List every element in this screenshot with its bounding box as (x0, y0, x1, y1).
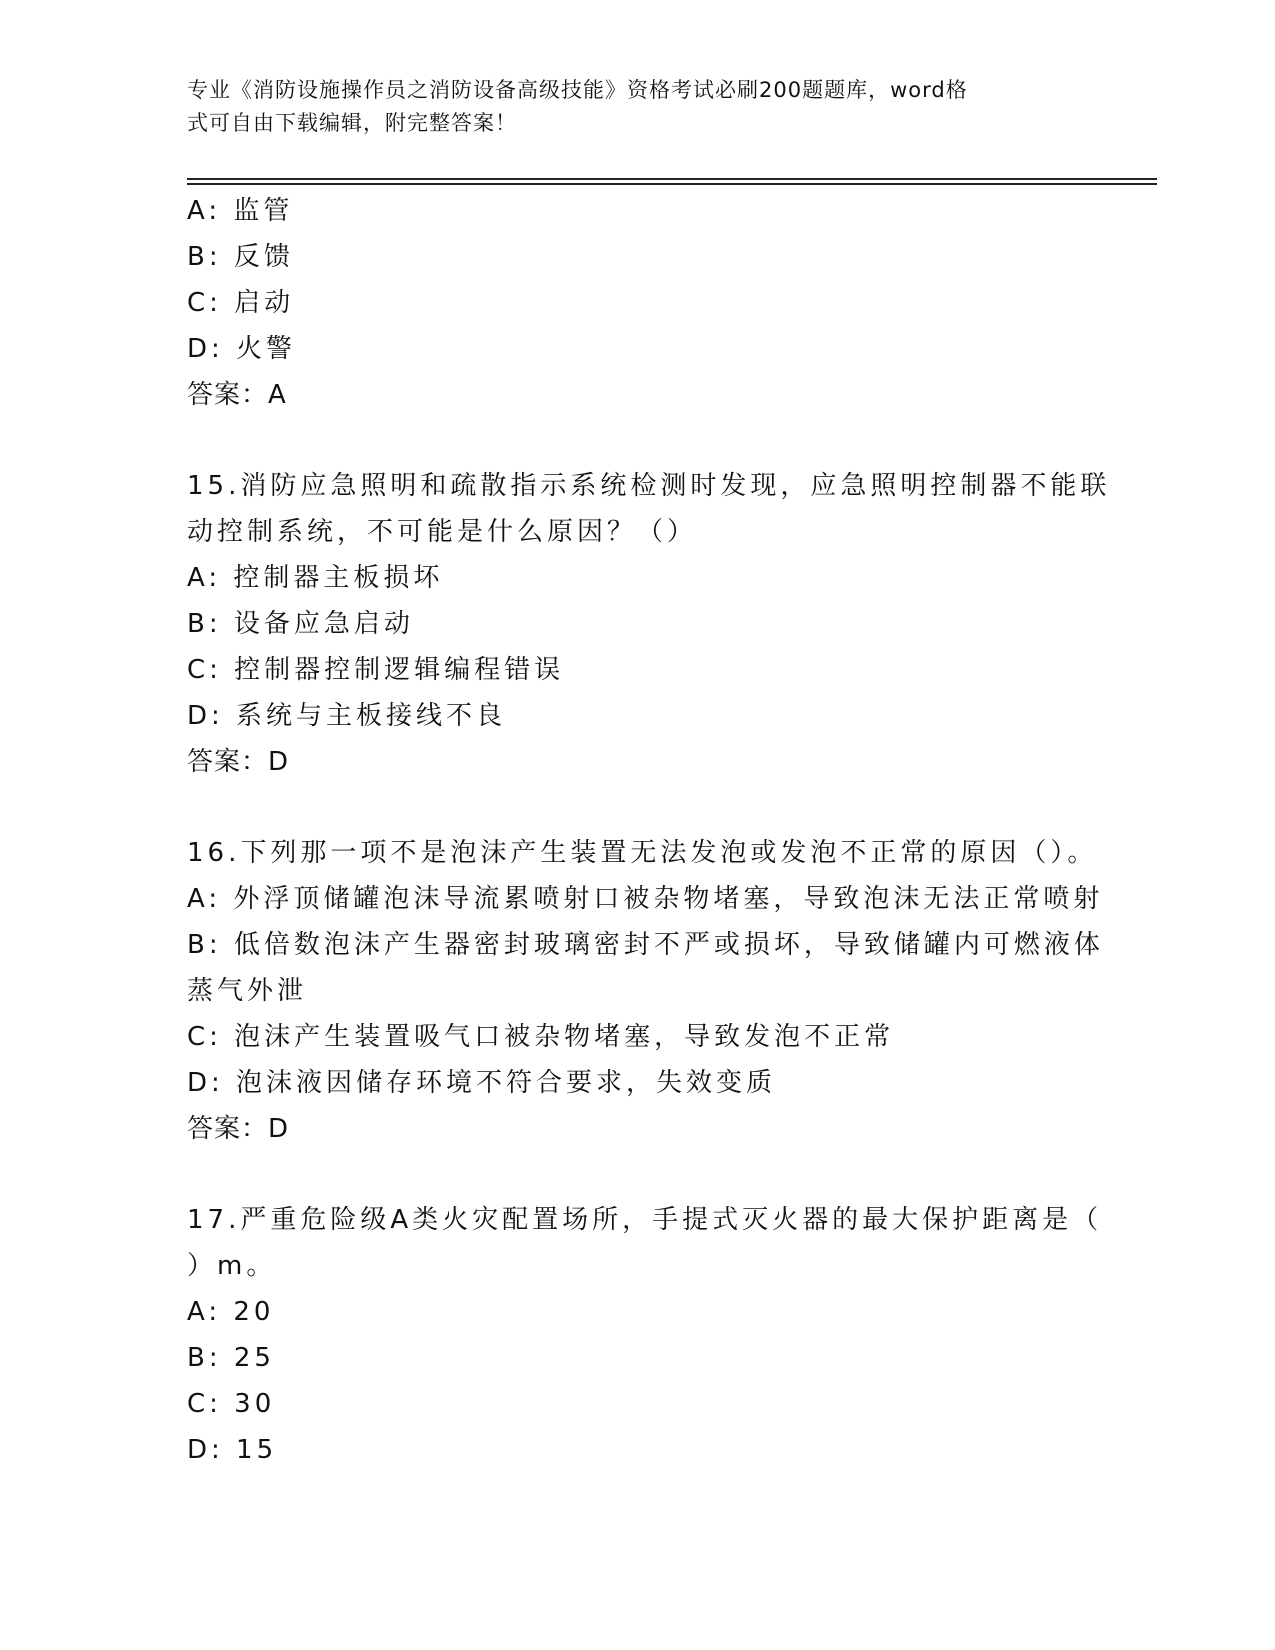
option-d: D: 泡沫液因储存环境不符合要求，失效变质 (187, 1068, 777, 1098)
option-d: D: 15 (187, 1435, 278, 1465)
option-c: C: 控制器控制逻辑编程错误 (187, 655, 565, 685)
question-text: 17.严重危险级A类火灾配置场所，手提式灭火器的最大保护距离是（ (187, 1205, 1103, 1235)
spacer (187, 1152, 1087, 1197)
option-a: A: 监管 (187, 196, 294, 226)
option-a: A: 20 (187, 1297, 275, 1327)
spacer (187, 418, 1087, 463)
question-17 (187, 1197, 1103, 1473)
option-a: A: 外浮顶储罐泡沫导流累喷射口被杂物堵塞，导致泡沫无法正常喷射 (187, 884, 1104, 914)
header-divider-top (187, 178, 1157, 180)
option-b: B: 反馈 (187, 242, 294, 272)
question-text: 15.消防应急照明和疏散指示系统检测时发现，应急照明控制器不能联 (187, 471, 1111, 501)
option-c: C: 启动 (187, 288, 295, 318)
question-15 (187, 463, 1111, 785)
answer-line: 答案：D (187, 1114, 290, 1144)
option-b: B: 设备应急启动 (187, 609, 414, 639)
option-d: D: 系统与主板接线不良 (187, 701, 507, 731)
option-b: B: 25 (187, 1343, 275, 1373)
question-text-continued: 动控制系统，不可能是什么原因？（） (187, 517, 698, 547)
option-b: B: 低倍数泡沫产生器密封玻璃密封不严或损坏，导致储罐内可燃液体 (187, 930, 1104, 960)
answer-line: 答案：D (187, 747, 290, 777)
option-c: C: 泡沫产生装置吸气口被杂物堵塞，导致发泡不正常 (187, 1022, 895, 1052)
document-header (187, 74, 1087, 140)
question-16 (187, 830, 1104, 1152)
header-line-1: 专业《消防设施操作员之消防设备高级技能》资格考试必刷200题题库，word格 (187, 78, 968, 102)
spacer (187, 785, 1087, 830)
question-text: 16.下列那一项不是泡沫产生装置无法发泡或发泡不正常的原因（）。 (187, 838, 1098, 868)
question-text-continued: ）m。 (187, 1251, 277, 1281)
option-b-continued: 蒸气外泄 (187, 976, 308, 1006)
header-divider-bottom (187, 183, 1157, 185)
question-list (187, 188, 1111, 1473)
option-a: A: 控制器主板损坏 (187, 563, 444, 593)
answer-line: 答案：A (187, 380, 287, 410)
option-c: C: 30 (187, 1389, 276, 1419)
question-14-options (187, 188, 1087, 418)
header-line-2: 式可自由下载编辑，附完整答案！ (187, 111, 517, 135)
option-d: D: 火警 (187, 334, 297, 364)
